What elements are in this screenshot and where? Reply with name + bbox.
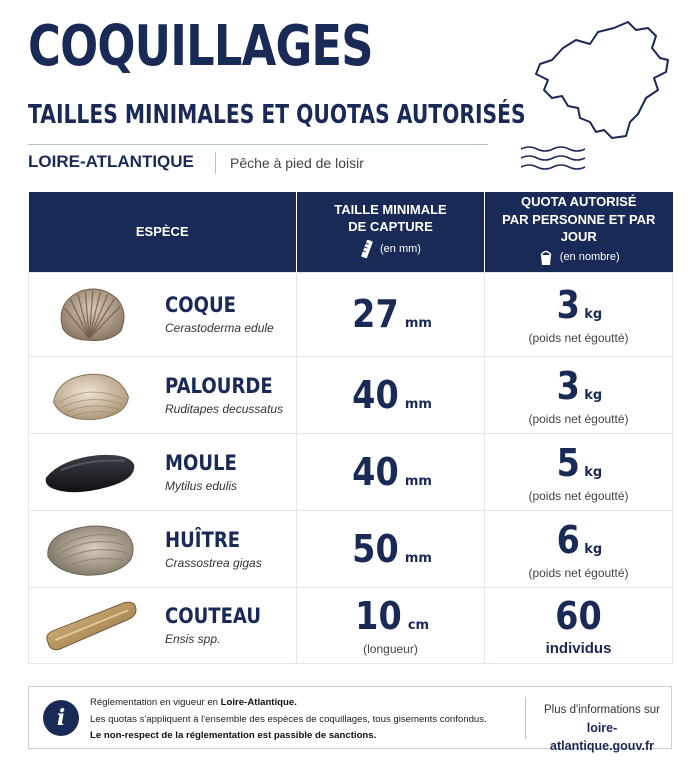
website-link[interactable]: loire-atlantique.gouv.fr <box>550 721 654 753</box>
size-header-line1: TAILLE MINIMALE <box>334 201 447 217</box>
quota-unit: kg <box>584 387 603 403</box>
clam-shell-image <box>39 365 143 425</box>
size-cell <box>297 510 485 587</box>
more-info-label: Plus d'informations sur <box>544 704 660 716</box>
quota-column-header <box>485 192 673 272</box>
species-latin: Ruditapes decussatus <box>165 401 284 416</box>
size-header-unit: (en mm) <box>380 242 421 255</box>
size-cell <box>297 587 485 663</box>
cockle-shell-image <box>39 284 143 344</box>
footer-line1-prefix: Réglementation en vigueur en <box>90 697 221 708</box>
more-info <box>537 701 667 755</box>
size-cell <box>297 272 485 356</box>
ruler-icon <box>360 240 374 258</box>
size-cell <box>297 433 485 510</box>
quota-note: (poids net égoutté) <box>528 565 629 580</box>
table-row <box>29 272 673 356</box>
quota-unit: kg <box>584 541 603 557</box>
species-latin: Cerastoderma edule <box>165 321 274 335</box>
size-value: 40 <box>352 372 399 417</box>
table-row <box>29 587 673 663</box>
size-note: (longueur) <box>363 642 418 656</box>
footer-box <box>28 686 672 753</box>
size-value: 40 <box>352 449 399 494</box>
size-value: 27 <box>352 292 399 336</box>
size-unit: mm <box>404 550 432 566</box>
quota-value: 5 <box>556 440 580 485</box>
quota-value: 3 <box>556 363 580 408</box>
quota-unit: kg <box>584 307 603 322</box>
size-unit: mm <box>404 316 432 331</box>
info-icon: i <box>43 700 79 736</box>
size-unit: mm <box>404 396 432 412</box>
quota-note: individus <box>545 639 612 657</box>
quota-value: 6 <box>556 517 580 562</box>
quota-value: 60 <box>555 593 602 638</box>
quota-header-unit: (en nombre) <box>559 251 620 264</box>
size-unit: mm <box>404 473 432 489</box>
table-row <box>29 433 673 510</box>
region-label: LOIRE-ATLANTIQUE <box>28 152 194 171</box>
quota-header-line2: PAR PERSONNE ET PAR JOUR <box>502 211 656 245</box>
species-name: COQUE <box>165 293 236 317</box>
quota-cell <box>485 510 673 587</box>
table-row <box>29 356 673 433</box>
region-separator <box>215 152 216 174</box>
size-header-line2: DE CAPTURE <box>348 219 433 235</box>
quota-cell <box>485 356 673 433</box>
footer-separator <box>525 697 526 739</box>
quota-value: 3 <box>556 283 580 327</box>
species-name: COUTEAU <box>165 604 262 628</box>
quota-note: (poids net égoutté) <box>528 331 629 345</box>
table-row <box>29 510 673 587</box>
footer-line2: Les quotas s'appliquent à l'ensemble des espèces de coquillages, tous gisements confondus. <box>90 713 487 725</box>
razor-clam-shell-image <box>39 595 143 655</box>
species-name: HUÎTRE <box>165 527 241 552</box>
page-title: COQUILLAGES <box>28 14 373 79</box>
quota-cell <box>485 272 673 356</box>
waves-icon <box>521 144 591 174</box>
quota-unit: kg <box>584 464 603 480</box>
quota-cell <box>485 433 673 510</box>
header-divider <box>28 144 488 145</box>
bucket-icon <box>538 250 554 266</box>
quota-note: (poids net égoutté) <box>528 488 629 503</box>
size-unit: cm <box>407 618 430 633</box>
size-cell <box>297 356 485 433</box>
size-column-header <box>297 192 485 272</box>
footer-text <box>90 695 487 745</box>
oyster-shell-image <box>39 519 143 579</box>
page-subtitle: TAILLES MINIMALES ET QUOTAS AUTORISÉS <box>28 100 526 130</box>
activity-label: Pêche à pied de loisir <box>230 155 364 171</box>
quota-cell <box>485 587 673 663</box>
footer-line3: Le non-respect de la réglementation est passible de sanctions. <box>90 730 377 741</box>
species-name: MOULE <box>165 450 237 475</box>
species-latin: Crassostrea gigas <box>165 555 262 570</box>
regulations-table <box>28 192 673 664</box>
quota-header-line1: QUOTA AUTORISÉ <box>520 194 637 210</box>
size-value: 50 <box>352 526 399 571</box>
size-value: 10 <box>355 594 402 638</box>
species-name: PALOURDE <box>165 373 273 398</box>
footer-line1-bold: Loire-Atlantique. <box>220 697 297 708</box>
species-latin: Mytilus edulis <box>165 478 238 493</box>
mussel-shell-image <box>39 442 143 502</box>
map-outline-icon <box>518 18 678 148</box>
quota-note: (poids net égoutté) <box>528 411 629 426</box>
species-latin: Ensis spp. <box>165 632 221 646</box>
species-column-header: ESPÈCE <box>29 192 297 272</box>
